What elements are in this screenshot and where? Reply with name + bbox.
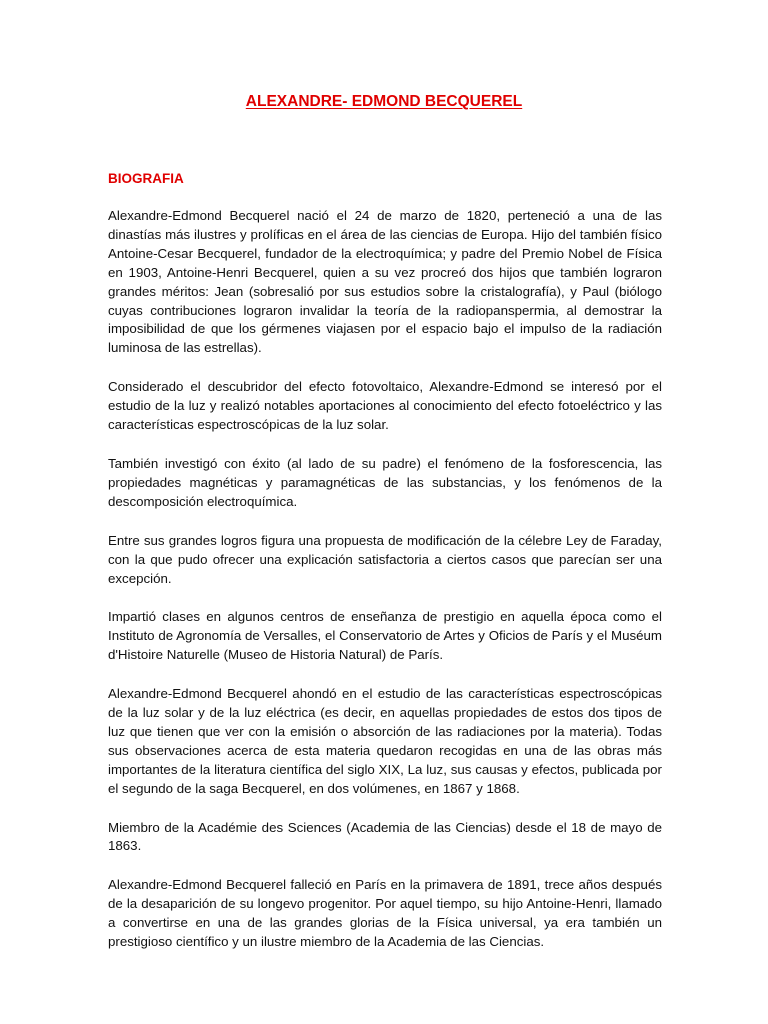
section-heading-biografia: BIOGRAFIA bbox=[108, 171, 184, 186]
paragraph-faraday: Entre sus grandes logros figura una propuesta de modificación de la célebre Ley de Faraday, con la que pudo ofrecer una explicación satisfactoria a ciertos casos que parecían ser una excepción. bbox=[108, 532, 662, 586]
paragraph-spectroscopy: Alexandre-Edmond Becquerel ahondó en el estudio de las características espectroscópicas de la luz solar y de la luz eléctrica (es decir, en aquellas propiedades de estos dos tipos de luz que tienen que ver con la emisión o absorción de las radiaciones por la materia). Todas sus observaciones acerca de esta materia quedaron recogidas en una de las obras más importantes de la literatura científica del siglo XIX, La luz, sus causas y efectos, publicada por el segundo de la saga Becquerel, en dos volúmenes, en 1867 y 1868. bbox=[108, 686, 662, 796]
paragraph-teaching: Impartió clases en algunos centros de enseñanza de prestigio en aquella época como el Instituto de Agronomía de Versalles, el Conservatorio de Artes y Oficios de París y el Muséum d'Histoire Naturelle (Museo de Historia Natural) de París. bbox=[108, 609, 662, 663]
paragraph-academie: Miembro de la Académie des Sciences (Academia de las Ciencias) desde el 18 de mayo de 1863. bbox=[108, 819, 662, 854]
biography-body bbox=[108, 207, 662, 972]
paragraph-birth-family: Alexandre-Edmond Becquerel nació el 24 de marzo de 1820, perteneció a una de las dinastías más ilustres y prolíficas en el área de las ciencias de Europa. Hijo del también físico Antoine-Cesar Becquerel, fundador de la electroquímica; y padre del Premio Nobel de Física en 1903, Antoine-Henri Becquerel, quien a su vez procreó dos hijos que también lograron grandes méritos: Jean (sobresalió por sus estudios sobre la cristalografía), y Paul (biólogo cuyas contribuciones lograron invalidar la teoría de la radiopanspermia, al demostrar la imposibilidad de que los gérmenes viajasen por el espacio bajo el impulso de la radiación luminosa de las estrellas). bbox=[108, 208, 662, 356]
paragraph-photovoltaic: Considerado el descubridor del efecto fotovoltaico, Alexandre-Edmond se interesó por el estudio de la luz y realizó notables aportaciones al conocimiento del efecto fotoeléctrico y las características espectroscópicas de la luz solar. bbox=[108, 379, 662, 433]
paragraph-phosphorescence: También investigó con éxito (al lado de su padre) el fenómeno de la fosforescencia, las propiedades magnéticas y paramagnéticas de las substancias, y los fenómenos de la descomposición electroquímica. bbox=[108, 455, 662, 509]
paragraph-death: Alexandre-Edmond Becquerel falleció en París en la primavera de 1891, trece años después de la desaparición de su longevo progenitor. Por aquel tiempo, su hijo Antoine-Henri, llamado a convertirse en una de las grandes glorias de la Física universal, ya era también un prestigioso científico y un ilustre miembro de la Academia de las Ciencias. bbox=[108, 877, 662, 950]
document-title: ALEXANDRE- EDMOND BECQUEREL bbox=[245, 93, 523, 110]
